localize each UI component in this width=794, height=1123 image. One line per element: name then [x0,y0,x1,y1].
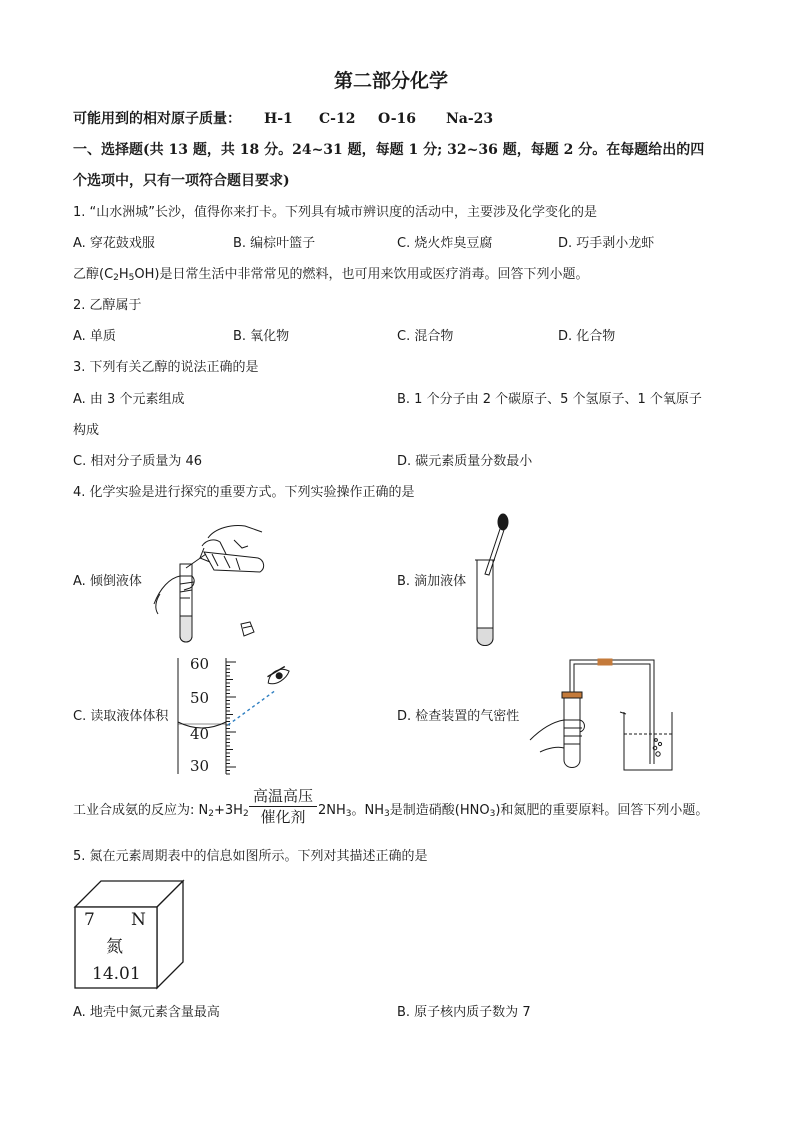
reaction-condition [249,786,317,827]
atomic-mass-c: C-12 [319,111,356,127]
question-5-option-a: A. 地壳中氮元素含量最高 [73,1005,220,1020]
reaction-condition-top: 高温高压 [252,787,313,805]
element-atomic-mass: 14.01 [92,964,141,984]
question-5-option-b: B. 原子核内质子数为 7 [397,1005,531,1020]
atomic-mass-na: Na-23 [446,111,494,127]
question-4-option-a: A. 倾倒液体 [73,574,142,589]
question-2-option-b: B. 氧化物 [233,329,290,344]
question-3-stem: 3. 下列有关乙醇的说法正确的是 [73,360,259,375]
question-4-option-d: D. 检查装置的气密性 [397,709,520,724]
cylinder-tick-40: 40 [190,725,210,743]
atomic-mass-label: 可能用到的相对原子质量： [73,111,241,127]
atomic-mass-h: H-1 [264,111,293,127]
eye-icon [265,666,292,687]
section-heading-line2: 个选项中，只有一项符合题目要求) [73,173,290,189]
question-4-option-b: B. 滴加液体 [397,574,467,589]
question-2-option-d: D. 化合物 [558,329,616,344]
question-3-option-c: C. 相对分子质量为 46 [73,454,203,469]
ammonia-intro-right: $2NH_3$。$NH_3$是制造硝酸$(HNO_3)$和氮肥的重要原料。回答下列小题。 [318,803,709,819]
figure-airtightness-check [530,656,680,776]
bubble [656,752,660,756]
question-2-stem: 2. 乙醇属于 [73,298,142,313]
page-title: 第二部分化学 [334,70,449,92]
bubble [655,739,658,742]
element-symbol: N [131,910,146,930]
question-4-stem: 4. 化学实验是进行探究的重要方式。下列实验操作正确的是 [73,485,415,500]
question-5-stem: 5. 氮在元素周期表中的信息如图所示。下列对其描述正确的是 [73,849,428,864]
hand-pouring-icon [200,526,264,573]
question-2-option-a: A. 单质 [73,329,116,344]
question-1-option-a: A. 穿花鼓戏服 [73,236,155,251]
question-1-option-d: D. 巧手剥小龙虾 [558,236,655,251]
question-3-option-b: B. 1 个分子由 2 个碳原子、5 个氢原子、1 个氧原子 [397,392,702,407]
ammonia-intro-left: 工业合成氨的反应为: $N_2+3H_2$ [73,803,249,819]
question-3-option-a: A. 由 3 个元素组成 [73,392,185,407]
question-3-option-d: D. 碳元素质量分数最小 [397,454,533,469]
question-4-option-c: C. 读取液体体积 [73,709,169,724]
cylinder-tick-60: 60 [190,655,210,673]
question-1-option-c: C. 烧火炸臭豆腐 [397,236,493,251]
atomic-mass-o: O-16 [378,111,417,127]
dropper-icon [485,514,508,575]
question-1-stem: 1. “山水洲城”长沙，值得你来打卡。下列具有城市辨识度的活动中，主要涉及化学变化的是 [73,205,598,220]
figure-dropping-liquid [465,512,515,650]
section-heading-line1: 一、选择题(共 13 题，共 18 分。24~31 题，每题 1 分; 32~36 题，每题 2 分。在每题给出的四 [73,142,705,158]
question-2-option-c: C. 混合物 [397,329,454,344]
cylinder-tick-50: 50 [190,689,210,707]
hand-holding-tube-icon [530,720,585,752]
element-atomic-number: 7 [84,910,95,930]
ethanol-intro: 乙醇$(C_2H_5OH)$是日常生活中非常常见的燃料，也可用来饮用或医疗消毒。回答下列小题。 [73,267,589,283]
figure-pouring-liquid [140,518,270,648]
question-3-option-b-continued: 构成 [73,423,100,438]
cylinder-tick-30: 30 [190,757,210,775]
element-name: 氮 [106,937,123,957]
bubble [658,742,661,745]
question-1-option-b: B. 编棕叶篮子 [233,236,316,251]
reaction-condition-bottom: 催化剂 [260,808,306,826]
